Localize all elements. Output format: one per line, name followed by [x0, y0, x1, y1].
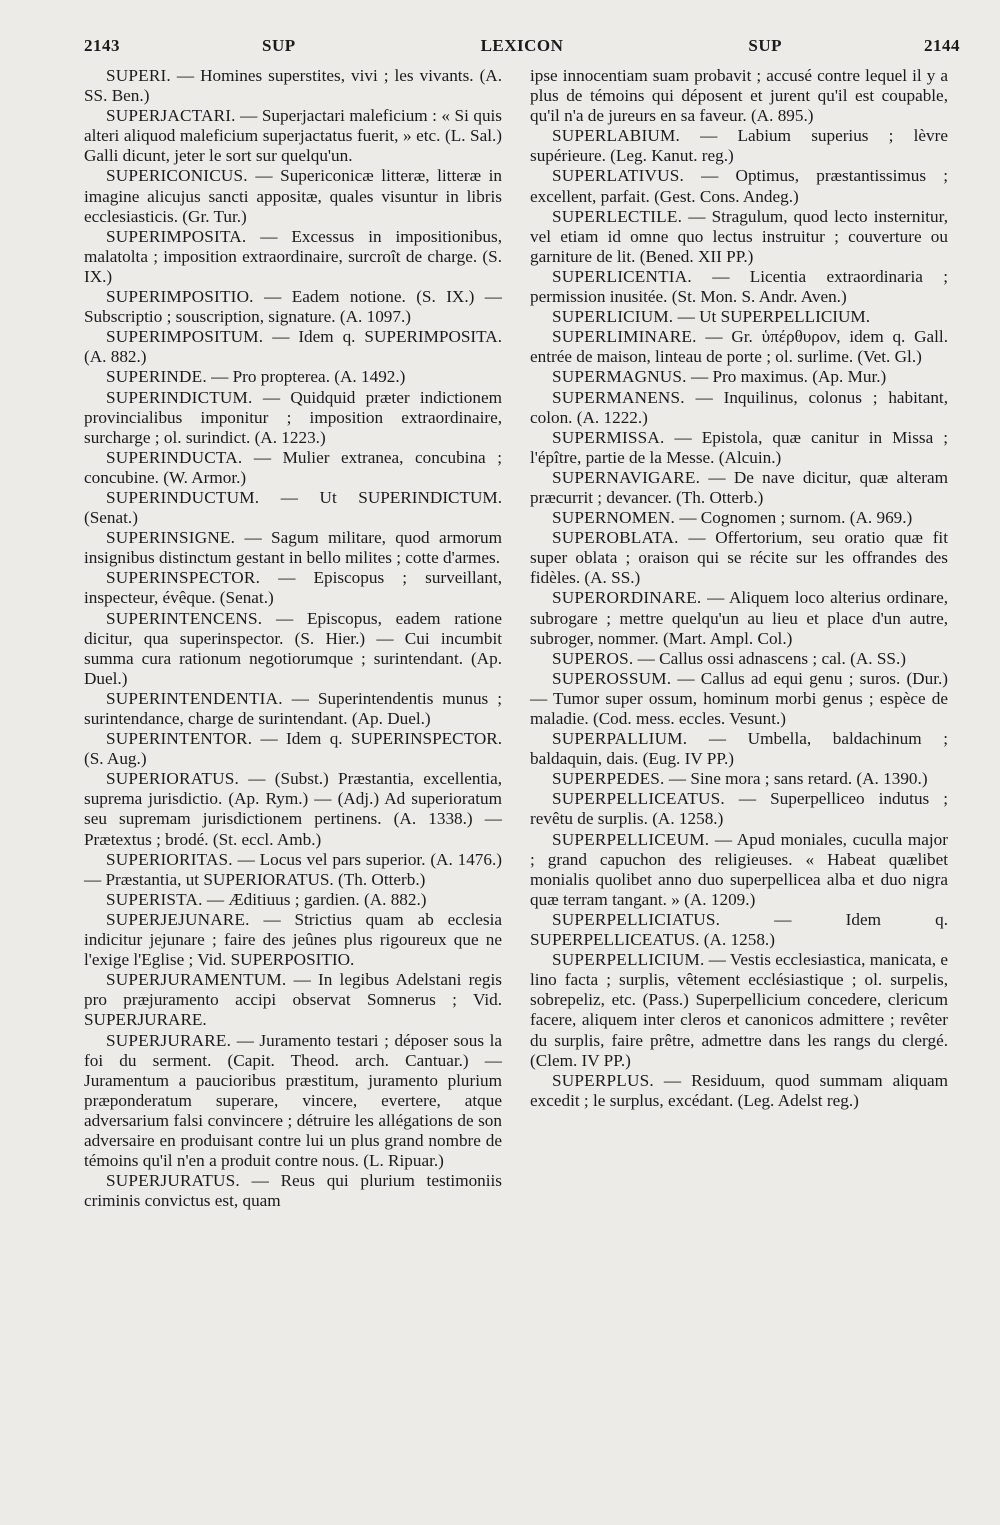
entry-headword: SUPERJURATUS.: [106, 1171, 240, 1191]
entry-definition: — Æditiuus ; gardien. (A. 882.): [202, 889, 427, 909]
left-guide-word: SUP: [262, 36, 296, 55]
dictionary-entry: [530, 1071, 948, 1111]
entry-headword: SUPERINDUCTA.: [106, 447, 243, 467]
entry-headword: SUPERINSPECTOR.: [106, 568, 261, 588]
entry-headword: SUPERPALLIUM.: [552, 729, 688, 749]
entry-headword: SUPERNOMEN.: [552, 508, 676, 528]
entry-headword: SUPERI.: [106, 66, 171, 85]
dictionary-entry: [530, 528, 948, 588]
entry-headword: SUPERINTENDENTIA.: [106, 688, 283, 708]
entry-headword: SUPERLECTILE.: [552, 206, 683, 226]
dictionary-entry: [530, 468, 948, 508]
dictionary-entry: [530, 166, 948, 206]
entry-definition: — Optimus, præstantissimus ; excellent, parfait. (Gest. Cons. Andeg.): [530, 166, 948, 206]
entry-headword: SUPERLIMINARE.: [552, 327, 697, 347]
entry-headword: SUPEROS.: [552, 648, 634, 668]
dictionary-entry: [84, 106, 502, 166]
dictionary-entry: [84, 388, 502, 448]
dictionary-entry: [84, 910, 502, 970]
entry-definition: — Vestis ecclesiastica, manicata, e lino facta ; surplis, vêtement ecclésiastique ; ol. surpelis, sobrepeliz, etc. (Pass.) Superpellicium concedere, clericum facere, aliquem inter cleros et canonicos admittere ; revêter du surplis, faire prêtre, admettre dans les rangs du clergé. (Clem. IV PP.): [530, 950, 949, 1070]
dictionary-entry: [84, 227, 502, 287]
entry-definition: — Inquilinus, colonus ; habitant, colon. (A. 1222.): [530, 387, 948, 427]
entry-headword: SUPERJEJUNARE.: [106, 909, 250, 929]
entry-definition: — Stragulum, quod lecto insternitur, vel etiam id omne quo lectus instruitur ; couverture ou garniture de lit. (Bened. XII PP.): [530, 206, 948, 266]
entry-definition: — Homines superstites, vivi ; les vivants. (A. SS. Ben.): [84, 66, 502, 106]
entry-definition: — Idem q. SUPERPELLICEATUS. (A. 1258.): [530, 909, 948, 950]
dictionary-entry: [530, 66, 948, 126]
dictionary-entry: [530, 729, 948, 769]
entry-headword: SUPERNAVIGARE.: [552, 467, 701, 487]
entry-headword: SUPERORDINARE.: [552, 588, 702, 608]
dictionary-entry: [84, 769, 502, 849]
entry-definition: — De nave dicitur, quæ alteram præcurrit ; devancer. (Th. Otterb.): [530, 467, 948, 507]
entry-headword: SUPERINDICTUM.: [106, 387, 253, 407]
dictionary-entry: [84, 568, 502, 608]
dictionary-entry: [530, 588, 948, 648]
dictionary-entry: [84, 488, 502, 528]
entry-definition: — Labium superius ; lèvre supérieure. (Leg. Kanut. reg.): [530, 126, 948, 166]
entry-headword: SUPERIMPOSITUM.: [106, 327, 264, 347]
dictionary-entry: [530, 789, 948, 829]
entry-headword: SUPERMANENS.: [552, 387, 685, 407]
entry-headword: SUPERIORITAS.: [106, 849, 233, 869]
entry-headword: SUPERJURAMENTUM.: [106, 970, 287, 990]
entry-headword: SUPERLICIUM.: [552, 307, 674, 327]
entry-headword: SUPERPELLICIATUS.: [552, 909, 721, 929]
right-page-number: 2144: [924, 36, 960, 55]
entry-definition: — Eadem notione. (S. IX.) — Subscriptio ; souscription, signature. (A. 1097.): [84, 287, 502, 327]
entry-headword: SUPERICONICUS.: [106, 166, 248, 186]
entry-definition: — Licentia extraordinaria ; permission inusitée. (St. Mon. S. Andr. Aven.): [530, 266, 948, 307]
dictionary-entry: [84, 327, 502, 367]
entry-definition: — Excessus in impositionibus, malatolta ; imposition extraordinaire, surcroît de charge. (S. IX.): [84, 226, 502, 286]
dictionary-entry: [84, 689, 502, 729]
entry-definition: — Epistola, quæ canitur in Missa ; l'épître, partie de la Messe. (Alcuin.): [530, 427, 948, 467]
dictionary-entry: [84, 970, 502, 1030]
entry-headword: SUPERLABIUM.: [552, 126, 680, 146]
dictionary-entry: [530, 267, 948, 307]
dictionary-entry: [84, 729, 502, 769]
entry-definition: — Episcopus ; surveillant, inspecteur, évêque. (Senat.): [84, 568, 502, 608]
dictionary-entry: [530, 830, 948, 910]
entry-headword: SUPERPLUS.: [552, 1070, 654, 1090]
dictionary-entry: [530, 508, 948, 528]
entry-headword: SUPERLICENTIA.: [552, 266, 692, 286]
dictionary-entry: [84, 287, 502, 327]
entry-definition: — In legibus Adelstani regis pro præjuramento accipi observat Somnerus ; Vid. SUPERJURARE.: [84, 970, 502, 1030]
entry-headword: SUPERINTENTOR.: [106, 729, 253, 749]
entry-definition: — Gr. ὑπέρθυρον, idem q. Gall. entrée de maison, linteau de porte ; ol. surlime. (Vet. Gl.): [530, 327, 948, 367]
entry-definition: — Episcopus, eadem ratione dicitur, qua superinspector. (S. Hier.) — Cui incumbit summa cura rationum negotiorumque ; surintendant. (Ap. Duel.): [84, 608, 502, 688]
dictionary-entry: [530, 307, 948, 327]
entry-headword: SUPERINSIGNE.: [106, 528, 236, 548]
dictionary-entry: [84, 367, 502, 387]
entry-definition: — Reus qui plurium testimoniis criminis convictus est, quam: [84, 1171, 502, 1211]
entry-definition: — Umbella, baldachinum ; baldaquin, dais. (Eug. IV PP.): [530, 729, 948, 769]
dictionary-entry: [84, 609, 502, 689]
entry-definition: — Ut SUPERPELLICIUM.: [673, 307, 871, 327]
page-header: [84, 36, 960, 62]
entry-definition: — Callus ossi adnascens ; cal. (A. SS.): [633, 648, 906, 668]
dictionary-entry: [530, 428, 948, 468]
dictionary-entry: [530, 769, 948, 789]
dictionary-entry: [530, 649, 948, 669]
entry-headword: SUPERINDE.: [106, 367, 207, 387]
entry-headword: SUPERISTA.: [106, 889, 203, 909]
entry-definition: — Residuum, quod summam aliquam excedit ; le surplus, excédant. (Leg. Adelst reg.): [530, 1070, 948, 1110]
entry-definition: — Aliquem loco alterius ordinare, subrogare ; mettre quelqu'un au lieu et place d'un autre, subroger, nommer. (Mart. Ampl. Col.): [530, 588, 948, 648]
entry-headword: SUPERPELLICEATUS.: [552, 789, 725, 809]
entry-headword: SUPERIMPOSITA.: [106, 226, 247, 246]
entry-definition: — Supericonicæ litteræ, litteræ in imagine alicujus sancti appositæ, quales visuntur in libris ecclesiasticis. (Gr. Tur.): [84, 166, 502, 226]
entry-definition: — Strictius quam ab ecclesia indicitur jejunare ; faire des jeûnes plus rigoureux que ne l'exige l'Eglise ; Vid. SUPERPOSITIO.: [84, 909, 502, 970]
entry-definition: — Offertorium, seu oratio quæ fit super oblata ; oraison qui se récite sur les offrandes des fidèles. (A. SS.): [530, 528, 948, 588]
entry-definition: — (Subst.) Præstantia, excellentia, suprema jurisdictio. (Ap. Rym.) — (Adj.) Ad superioratum seu supremam jurisdictionem pertinens. (A. 1338.) — Prætextus ; brodé. (St. eccl. Amb.): [84, 769, 502, 849]
entry-definition: — Juramento testari ; déposer sous la foi du serment. (Capit. Theod. arch. Cantuar.) — Juramentum a paucioribus præstitum, juramento plurium præponderatum superare, vincere, evertere, atque adversarium falsi convincere ; détruire les allégations de son adversaire en produisant contre lui un plus grand nombre de témoins qu'il n'en a produit contre nous. (L. Ripuar.): [84, 1030, 502, 1171]
entry-headword: SUPERMAGNUS.: [552, 367, 687, 387]
dictionary-entry: [84, 166, 502, 226]
entry-definition: — Pro maximus. (Ap. Mur.): [686, 367, 887, 387]
entry-definition: — Superjactari maleficium : « Si quis alteri aliquod maleficium superjactatus fuerit, » etc. (L. Sal.) Galli dicunt, jeter le sort sur quelqu'un.: [84, 106, 502, 166]
entry-definition: — Sine mora ; sans retard. (A. 1390.): [664, 769, 928, 789]
entry-definition: — Apud moniales, cuculla major ; grand capuchon des religieuses. « Habeat quælibet monialis quolibet anno duo superpellicea alba et duo nigra quæ terram tangant. » (A. 1209.): [530, 829, 948, 909]
dictionary-entry: [530, 669, 948, 729]
dictionary-entry: [84, 528, 502, 568]
dictionary-entry: [84, 448, 502, 488]
entry-headword: SUPERINDUCTUM.: [106, 487, 260, 507]
entry-definition: — Superintendentis munus ; surintendance, charge de surintendant. (Ap. Duel.): [84, 688, 502, 728]
entry-headword: SUPERINTENCENS.: [106, 608, 263, 628]
dictionary-entry: [84, 1171, 502, 1211]
entry-definition: — Mulier extranea, concubina ; concubine. (W. Armor.): [84, 447, 502, 487]
right-column: [530, 66, 948, 1506]
dictionary-entry: [530, 207, 948, 267]
entry-headword: SUPERIMPOSITIO.: [106, 287, 254, 307]
right-guide-word: SUP: [748, 36, 782, 55]
entry-definition: ipse innocentiam suam probavit ; accusé contre lequel il y a plus de témoins qui déposent et jurent qu'il est coupable, qu'il n'a de jureurs en sa faveur. (A. 895.): [530, 66, 948, 126]
entry-headword: SUPERJURARE.: [106, 1030, 232, 1050]
entry-definition: — Idem q. SUPERIMPOSITA. (A. 882.): [84, 327, 502, 367]
entry-headword: SUPERIORATUS.: [106, 769, 239, 789]
entry-headword: SUPEROSSUM.: [552, 668, 672, 688]
entry-headword: SUPERPELLICEUM.: [552, 829, 710, 849]
entry-definition: — Callus ad equi genu ; suros. (Dur.) — Tumor super ossum, hominum morbi genus ; espèce de maladie. (Cod. mess. eccles. Vesunt.): [530, 668, 948, 728]
dictionary-entry: [530, 367, 948, 387]
entry-definition: — Quidquid præter indictionem provincialibus imponitur ; imposition extraordinaire, surcharge ; ol. surindict. (A. 1223.): [84, 387, 502, 447]
dictionary-entry: [530, 950, 948, 1071]
dictionary-entry: [84, 890, 502, 910]
entry-definition: — Sagum militare, quod armorum insignibus distinctum gestant in bello milites ; cotte d'armes.: [84, 528, 502, 568]
dictionary-entry: [84, 850, 502, 890]
entry-headword: SUPEROBLATA.: [552, 528, 679, 548]
left-column: [84, 66, 502, 1506]
dictionary-entry: [530, 910, 948, 950]
entry-definition: — Cognomen ; surnom. (A. 969.): [675, 508, 913, 528]
dictionary-entry: [530, 126, 948, 166]
entry-definition: — Idem q. SUPERINSPECTOR. (S. Aug.): [84, 729, 502, 769]
entry-headword: SUPERLATIVUS.: [552, 166, 684, 186]
entry-headword: SUPERMISSA.: [552, 427, 665, 447]
entry-definition: — Pro propterea. (A. 1492.): [206, 367, 406, 387]
entry-definition: — Locus vel pars superior. (A. 1476.) — Præstantia, ut SUPERIORATUS. (Th. Otterb.): [84, 849, 502, 889]
dictionary-entry: [530, 388, 948, 428]
entry-headword: SUPERPELLICIUM.: [552, 950, 705, 970]
running-title: LEXICON: [480, 36, 564, 55]
dictionary-entry: [530, 327, 948, 367]
dictionary-entry: [84, 1031, 502, 1172]
entry-headword: SUPERPEDES.: [552, 769, 665, 789]
entry-headword: SUPERJACTARI.: [106, 106, 236, 126]
entry-definition: — Ut SUPERINDICTUM. (Senat.): [84, 487, 502, 528]
left-page-number: 2143: [84, 36, 120, 55]
dictionary-entry: [84, 66, 502, 106]
entry-definition: — Superpelliceo indutus ; revêtu de surplis. (A. 1258.): [530, 789, 948, 829]
